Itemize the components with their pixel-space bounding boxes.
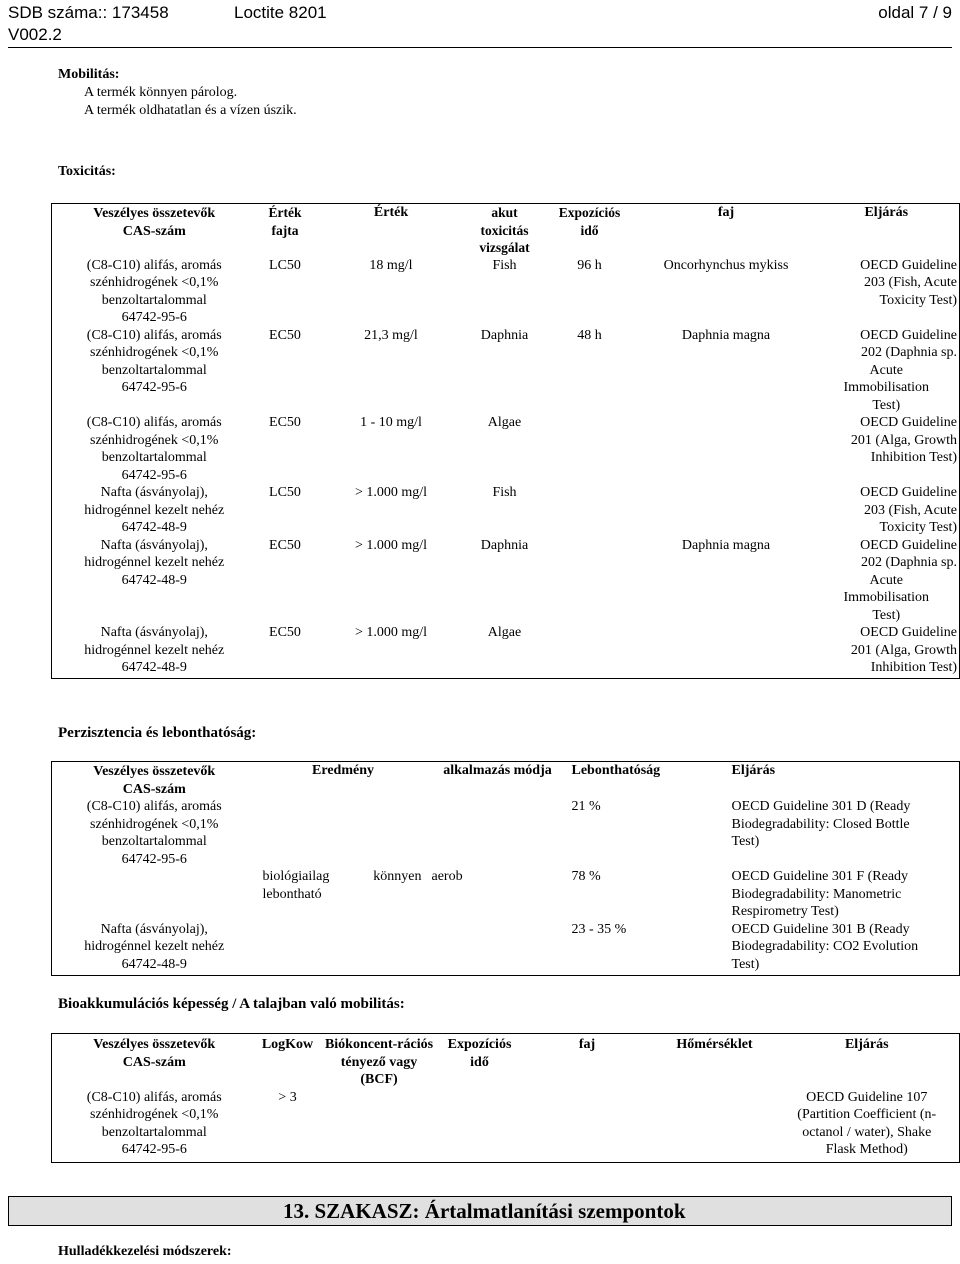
table-header-row (52, 1034, 960, 1089)
header-method: Eljárás (731, 763, 776, 778)
value-cell: > 1.000 mg/l (354, 625, 428, 640)
test-cell: Daphnia (480, 327, 529, 343)
test-cell: Fish (492, 485, 517, 500)
product-name: Loctite 8201 (234, 3, 327, 22)
header-acute-test: akut toxicitás vizsgálat (479, 205, 530, 255)
test-cell: Fish (492, 257, 517, 273)
header-component: Veszélyes összetevők CAS-szám (93, 1037, 216, 1070)
header-exposure: Expozíciós idő (558, 205, 621, 238)
table-row (52, 414, 960, 484)
component-cell: (C8-C10) alifás, aromás szénhidrogének <0,1% benzoltartalommal 64742-95-6 (86, 1089, 222, 1157)
section-13-heading (8, 1196, 952, 1226)
species-cell (639, 484, 814, 537)
header-species: faj (717, 205, 735, 220)
degradability-cell: 21 % (571, 799, 601, 814)
value-type-cell: LC50 (269, 485, 301, 500)
species-cell (639, 414, 814, 484)
species-cell: Daphnia magna (681, 537, 771, 553)
header-result: Eredmény (312, 763, 374, 778)
exposure-cell (541, 414, 639, 484)
header-exposure: Expozíciós idő (447, 1037, 512, 1070)
method-cell: OECD Guideline 301 B (Ready Biodegradability: CO2 Evolution Test) (731, 921, 919, 972)
table-row (52, 327, 960, 415)
value-type-cell: EC50 (269, 415, 301, 430)
value-type-cell: LC50 (269, 257, 301, 273)
table-row (52, 624, 960, 678)
mobility-title: Mobilitás: (58, 67, 120, 82)
header-application: alkalmazás módja (443, 763, 552, 778)
header-logkow: LogKow (261, 1037, 314, 1052)
waste-methods-title: Hulladékkezelési módszerek: (58, 1244, 232, 1259)
table-row (52, 484, 960, 537)
temperature-cell (655, 1089, 775, 1163)
species-cell: Oncorhynchus mykiss (663, 257, 789, 273)
component-cell: Nafta (ásványolaj), hidrogénnel kezelt nehéz 64742-48-9 (84, 537, 225, 588)
method-cell: OECD Guideline 201 (Alga, Growth Inhibition Test) (850, 415, 957, 465)
method-cell: OECD Guideline 301 F (Ready Biodegradability: Manometric Respirometry Test) (731, 869, 909, 919)
value-cell: 1 - 10 mg/l (360, 415, 422, 430)
bcf-cell (319, 1089, 440, 1163)
table-row (52, 537, 960, 625)
species-cell (520, 1089, 655, 1163)
header-degradability: Lebonthatóság (571, 763, 661, 778)
result-cell (257, 798, 430, 868)
component-cell: Nafta (ásványolaj), hidrogénnel kezelt nehéz 64742-48-9 (84, 485, 225, 535)
page-number: oldal 7 / 9 (878, 3, 952, 22)
header-method: Eljárás (864, 205, 909, 220)
degradability-cell: 78 % (571, 869, 601, 884)
degradability-cell: 23 - 35 % (571, 921, 627, 937)
value-type-cell: EC50 (269, 327, 301, 343)
test-cell: Algae (487, 415, 522, 430)
application-cell (430, 798, 566, 868)
table-header-row (52, 204, 960, 257)
value-type-cell: EC50 (269, 537, 301, 553)
value-cell: > 1.000 mg/l (354, 537, 428, 553)
component-cell: Nafta (ásványolaj), hidrogénnel kezelt nehéz 64742-48-9 (84, 625, 225, 675)
mobility-text (84, 84, 297, 119)
method-cell: OECD Guideline 107 (Partition Coefficient (n- octanol / water), Shake Flask Method) (797, 1089, 937, 1157)
header-bcf: Biókoncent-rációs tényező vagy (BCF) (324, 1037, 434, 1087)
result-cell (257, 921, 430, 976)
test-cell: Daphnia (480, 537, 529, 553)
header-divider (8, 47, 952, 48)
value-cell: 21,3 mg/l (364, 327, 418, 343)
header-component: Veszélyes összetevők CAS-szám (93, 764, 216, 797)
section-13-title: 13. SZAKASZ: Ártalmatlanítási szempontok (283, 1199, 686, 1223)
table-row (52, 868, 960, 921)
value-cell: > 1.000 mg/l (354, 485, 428, 500)
exposure-cell (541, 484, 639, 537)
application-cell: aerob (431, 869, 463, 884)
application-cell (430, 921, 566, 976)
header-value: Érték (373, 205, 409, 220)
mobility-line: A termék oldhatatlan és a vízen úszik. (84, 102, 297, 118)
species-cell: Daphnia magna (681, 327, 771, 343)
persistence-table (51, 761, 960, 976)
table-row (52, 798, 960, 868)
component-cell: (C8-C10) alifás, aromás szénhidrogének <0,1% benzoltartalommal 64742-95-6 (86, 799, 222, 867)
table-row (52, 1089, 960, 1163)
header-method: Eljárás (844, 1037, 889, 1052)
method-cell: OECD Guideline 202 (Daphnia sp. Acute Immobilisation Test) (843, 537, 957, 623)
header-component: Veszélyes összetevők CAS-szám (93, 206, 216, 239)
method-cell: OECD Guideline 203 (Fish, Acute Toxicity Test) (860, 485, 957, 535)
toxicity-table (51, 203, 960, 679)
sds-number: SDB száma:: 173458 (8, 3, 169, 22)
exposure-cell (541, 537, 639, 625)
method-cell: OECD Guideline 201 (Alga, Growth Inhibition Test) (850, 625, 957, 675)
logkow-cell: > 3 (278, 1089, 297, 1105)
header-value-type: Érték fajta (268, 205, 302, 238)
header-species: faj (578, 1037, 596, 1052)
species-cell (639, 624, 814, 678)
method-cell: OECD Guideline 301 D (Ready Biodegradability: Closed Bottle Test) (731, 799, 911, 849)
bioaccumulation-title: Bioakkumulációs képesség / A talajban való mobilitás: (58, 996, 405, 1012)
persistence-title: Perzisztencia és lebonthatóság: (58, 725, 257, 741)
exposure-cell (541, 624, 639, 678)
component-cell (52, 868, 257, 921)
exposure-cell: 48 h (577, 327, 602, 343)
table-row (52, 921, 960, 976)
test-cell: Algae (487, 625, 522, 640)
method-cell: OECD Guideline 203 (Fish, Acute Toxicity Test) (860, 257, 957, 308)
exposure-cell (440, 1089, 520, 1163)
bioaccumulation-table (51, 1033, 960, 1163)
value-cell: 18 mg/l (369, 257, 413, 273)
value-type-cell: EC50 (269, 625, 301, 640)
mobility-line: A termék könnyen párolog. (84, 85, 238, 100)
component-cell: Nafta (ásványolaj), hidrogénnel kezelt nehéz 64742-48-9 (84, 921, 225, 972)
header-temperature: Hőmérséklet (676, 1037, 753, 1052)
version: V002.2 (8, 25, 62, 44)
result-cell: biológiailag könnyen lebontható (262, 869, 422, 902)
exposure-cell: 96 h (577, 257, 602, 273)
toxicity-title: Toxicitás: (58, 164, 116, 179)
component-cell: (C8-C10) alifás, aromás szénhidrogének <0,1% benzoltartalommal 64742-95-6 (86, 257, 222, 325)
component-cell: (C8-C10) alifás, aromás szénhidrogének <0,1% benzoltartalommal 64742-95-6 (86, 415, 222, 483)
method-cell: OECD Guideline 202 (Daphnia sp. Acute Immobilisation Test) (843, 327, 957, 413)
component-cell: (C8-C10) alifás, aromás szénhidrogének <0,1% benzoltartalommal 64742-95-6 (86, 327, 222, 395)
table-row (52, 257, 960, 327)
table-header-row (52, 762, 960, 799)
